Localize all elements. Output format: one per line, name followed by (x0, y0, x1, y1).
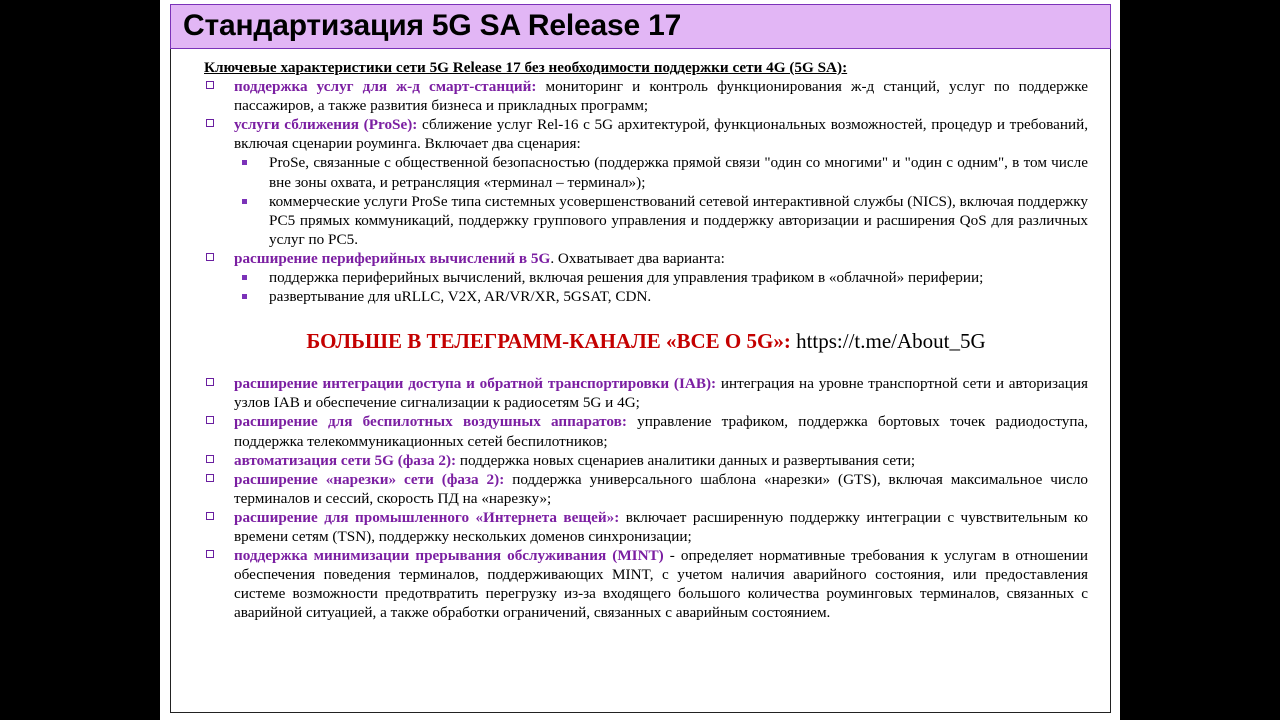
item-text: . Охватывает два варианта: (550, 249, 725, 267)
list-item (204, 77, 1088, 115)
checkbox-bullet-icon (206, 550, 214, 558)
item-head: услуги сближения (ProSe): (234, 116, 418, 134)
promo-label: БОЛЬШЕ В ТЕЛЕГРАММ-КАНАЛЕ «ВСЕ О 5G»: (306, 329, 791, 354)
list-item (204, 451, 1088, 470)
item-head: поддержка услуг для ж-д смарт-станций: (234, 78, 537, 96)
checkbox-bullet-icon (206, 512, 214, 520)
square-bullet-icon (242, 199, 247, 204)
sub-item (204, 287, 1088, 306)
item-text: поддержка универсального шаблона «нарезки» (GTS), включая максимальное число терминалов и сессий, скорость ПД на «нарезку»; (234, 470, 1088, 507)
title-bar (170, 4, 1111, 49)
list-item (204, 546, 1088, 622)
item-head: расширение для промышленного «Интернета вещей»: (234, 508, 620, 526)
checkbox-bullet-icon (206, 378, 214, 386)
list-item (204, 412, 1088, 450)
list-item (204, 115, 1088, 153)
list-item (204, 249, 1088, 268)
item-text: управление трафиком, поддержка бортовых точек радиодоступа, поддержка телекоммуникационных сетей беспилотников; (234, 413, 1088, 450)
item-text: сближение услуг Rel-16 с 5G архитектурой, функциональных возможностей, процедур и требований, включая сценарии роуминга. Включает два сценария: (234, 116, 1089, 153)
square-bullet-icon (242, 294, 247, 299)
checkbox-bullet-icon (206, 253, 214, 261)
item-head: поддержка минимизации прерывания обслуживания (MINT) (234, 547, 664, 565)
sub-item-text: ProSe, связанные с общественной безопасностью (поддержка прямой связи "один со многими" и "один с одним", в том числе вне зоны охвата, и ретрансляция «терминал – терминал»); (269, 154, 1088, 191)
sub-item (204, 153, 1088, 191)
checkbox-bullet-icon (206, 474, 214, 482)
list-item (204, 508, 1088, 546)
item-text: интеграция на уровне транспортной сети и авторизация узлов IAB и обеспечение сигнализации к радиосетям 5G и 4G; (234, 375, 1088, 412)
checkbox-bullet-icon (206, 416, 214, 424)
sub-item-text: развертывание для uRLLC, V2X, AR/VR/XR, 5GSAT, CDN. (269, 288, 652, 306)
item-head: расширение «нарезки» сети (фаза 2): (234, 470, 505, 488)
checkbox-bullet-icon (206, 81, 214, 89)
item-text: мониторинг и контроль функционирования ж-д станций, услуг по поддержке пассажиров, а также развития бизнеса и прикладных программ; (234, 78, 1088, 115)
slide (160, 0, 1120, 720)
square-bullet-icon (242, 275, 247, 280)
sub-item-text: коммерческие услуги ProSe типа системных усовершенствований сетевой интерактивной службы (NICS), включая поддержку PC5 прямых коммуникаций, поддержку группового управления и поддержку авторизации и расширения QoS для различных услуг по PC5. (269, 192, 1088, 248)
intro-heading: Ключевые характеристики сети 5G Release 17 без необходимости поддержки сети 4G (5G SA): (204, 59, 848, 76)
item-text: - определяет нормативные требования к услугам в отношении обеспечения поведения терминалов, поддерживающих MINT, с учетом наличия аварийного состояния, или предоставления системе возможности предотвратить перегрузку из-за входящего большого количества роуминговых терминалов, связанных с аварийной ситуацией, а также обработки ограничений, связанных с аварийным состоянием. (234, 547, 1088, 622)
slide-content (204, 58, 1088, 622)
checkbox-bullet-icon (206, 119, 214, 127)
square-bullet-icon (242, 160, 247, 165)
item-head: расширение интеграции доступа и обратной транспортировки (IAB): (234, 375, 717, 393)
promo-banner (204, 328, 1088, 354)
sub-item (204, 268, 1088, 287)
sub-item (204, 192, 1088, 249)
telegram-link[interactable]: https://t.me/About_5G (790, 329, 986, 354)
list-item (204, 470, 1088, 508)
slide-title: Стандартизация 5G SA Release 17 (183, 9, 682, 42)
item-head: автоматизация сети 5G (фаза 2): (234, 451, 457, 469)
checkbox-bullet-icon (206, 455, 214, 463)
item-head: расширение периферийных вычислений в 5G (234, 249, 551, 267)
item-head: расширение для беспилотных воздушных аппаратов: (234, 413, 627, 431)
item-text: поддержка новых сценариев аналитики данных и развертывания сети; (456, 451, 916, 469)
list-item (204, 374, 1088, 412)
sub-item-text: поддержка периферийных вычислений, включая решения для управления трафиком в «облачной» периферии; (269, 269, 984, 287)
item-text: включает расширенную поддержку интеграции с чувствительным ко времени сетям (TSN), поддержку нескольких доменов синхронизации; (234, 508, 1088, 545)
